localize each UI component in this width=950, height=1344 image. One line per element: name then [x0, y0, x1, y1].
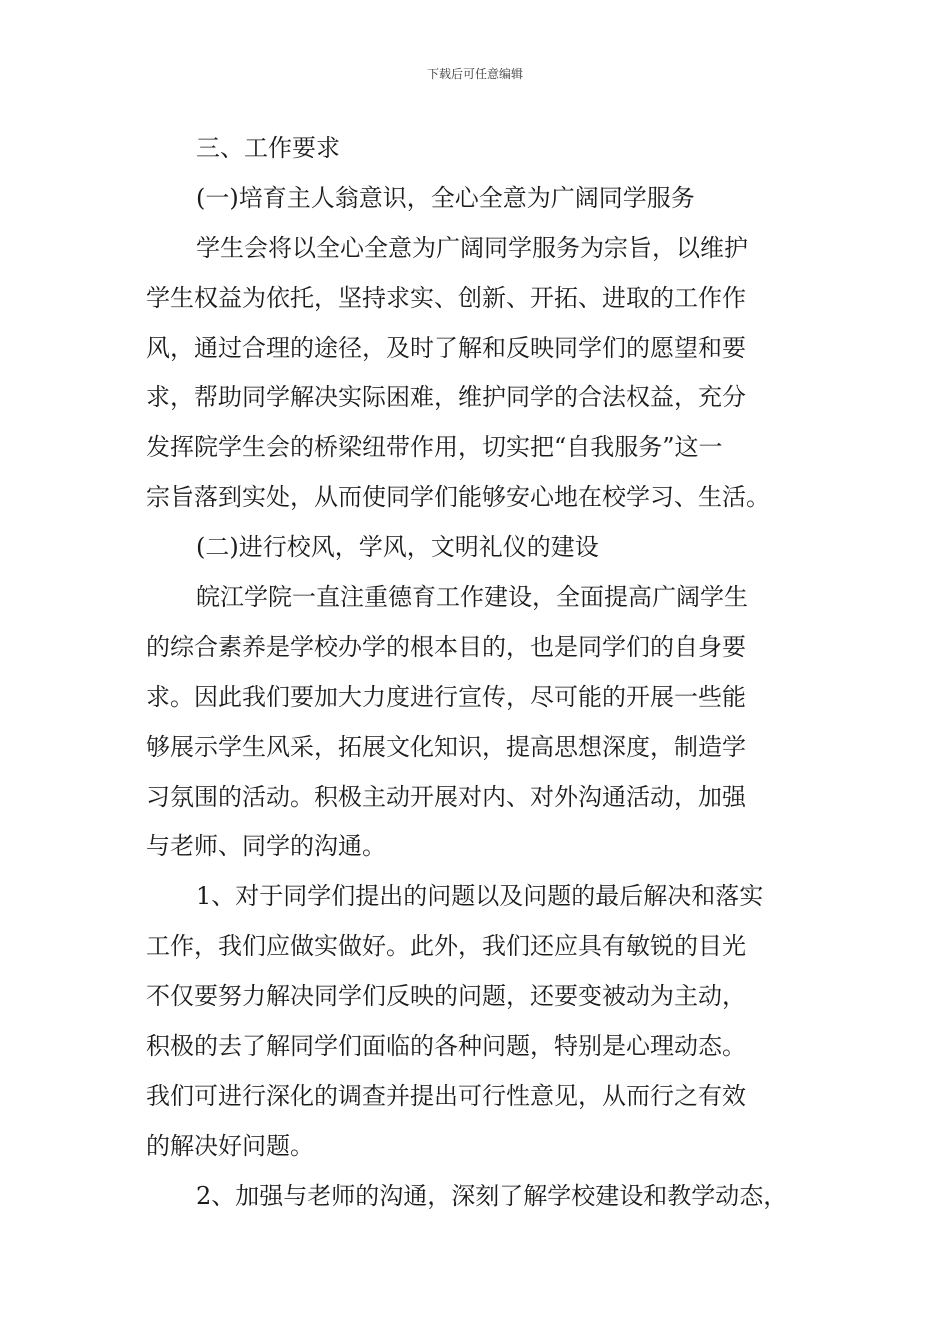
section-heading: 三、工作要求 [196, 134, 340, 162]
paragraph-line: 求，帮助同学解决实际困难，维护同学的合法权益，充分 [146, 383, 746, 412]
paragraph-line: 不仅要努力解决同学们反映的问题，还要变被动为主动， [146, 982, 746, 1011]
paragraph-line: 学生权益为依托，坚持求实、创新、开拓、进取的工作作 [146, 283, 746, 312]
paragraph-line: 皖江学院一直注重德育工作建设，全面提高广阔学生 [196, 583, 748, 612]
paragraph-line: 我们可进行深化的调查并提出可行性意见，从而行之有效 [146, 1081, 746, 1110]
paragraph-line: 的综合素养是学校办学的根本目的，也是同学们的自身要 [146, 632, 746, 661]
subsection-heading: (一)培育主人翁意识，全心全意为广阔同学服务 [196, 183, 695, 212]
list-item-line: 1、对于同学们提出的问题以及问题的最后解决和落实 [196, 882, 764, 911]
paragraph-line: 够展示学生风采，拓展文化知识，提高思想深度，制造学 [146, 732, 746, 761]
page-header: 下载后可任意编辑 [426, 67, 523, 81]
paragraph-line: 发挥院学生会的桥梁纽带作用，切实把“自我服务”这一 [146, 433, 723, 462]
document-body [146, 124, 816, 1222]
subsection-heading: (二)进行校风，学风，文明礼仪的建设 [196, 533, 599, 562]
paragraph-line: 与老师、同学的沟通。 [146, 832, 386, 861]
paragraph-line: 求。因此我们要加大力度进行宣传，尽可能的开展一些能 [146, 682, 746, 711]
paragraph-line: 积极的去了解同学们面临的各种问题，特别是心理动态。 [146, 1032, 746, 1061]
paragraph-line: 的解决好问题。 [146, 1131, 314, 1160]
paragraph-line: 风，通过合理的途径，及时了解和反映同学们的愿望和要 [146, 333, 746, 362]
paragraph-line: 学生会将以全心全意为广阔同学服务为宗旨，以维护 [196, 233, 748, 262]
paragraph-line: 习氛围的活动。积极主动开展对内、对外沟通活动，加强 [146, 782, 746, 811]
paragraph-line: 宗旨落到实处，从而使同学们能够安心地在校学习、生活。 [146, 483, 770, 512]
list-item-line: 2、加强与老师的沟通，深刻了解学校建设和教学动态， [196, 1181, 788, 1210]
paragraph-line: 工作，我们应做实做好。此外，我们还应具有敏锐的目光 [146, 932, 746, 961]
